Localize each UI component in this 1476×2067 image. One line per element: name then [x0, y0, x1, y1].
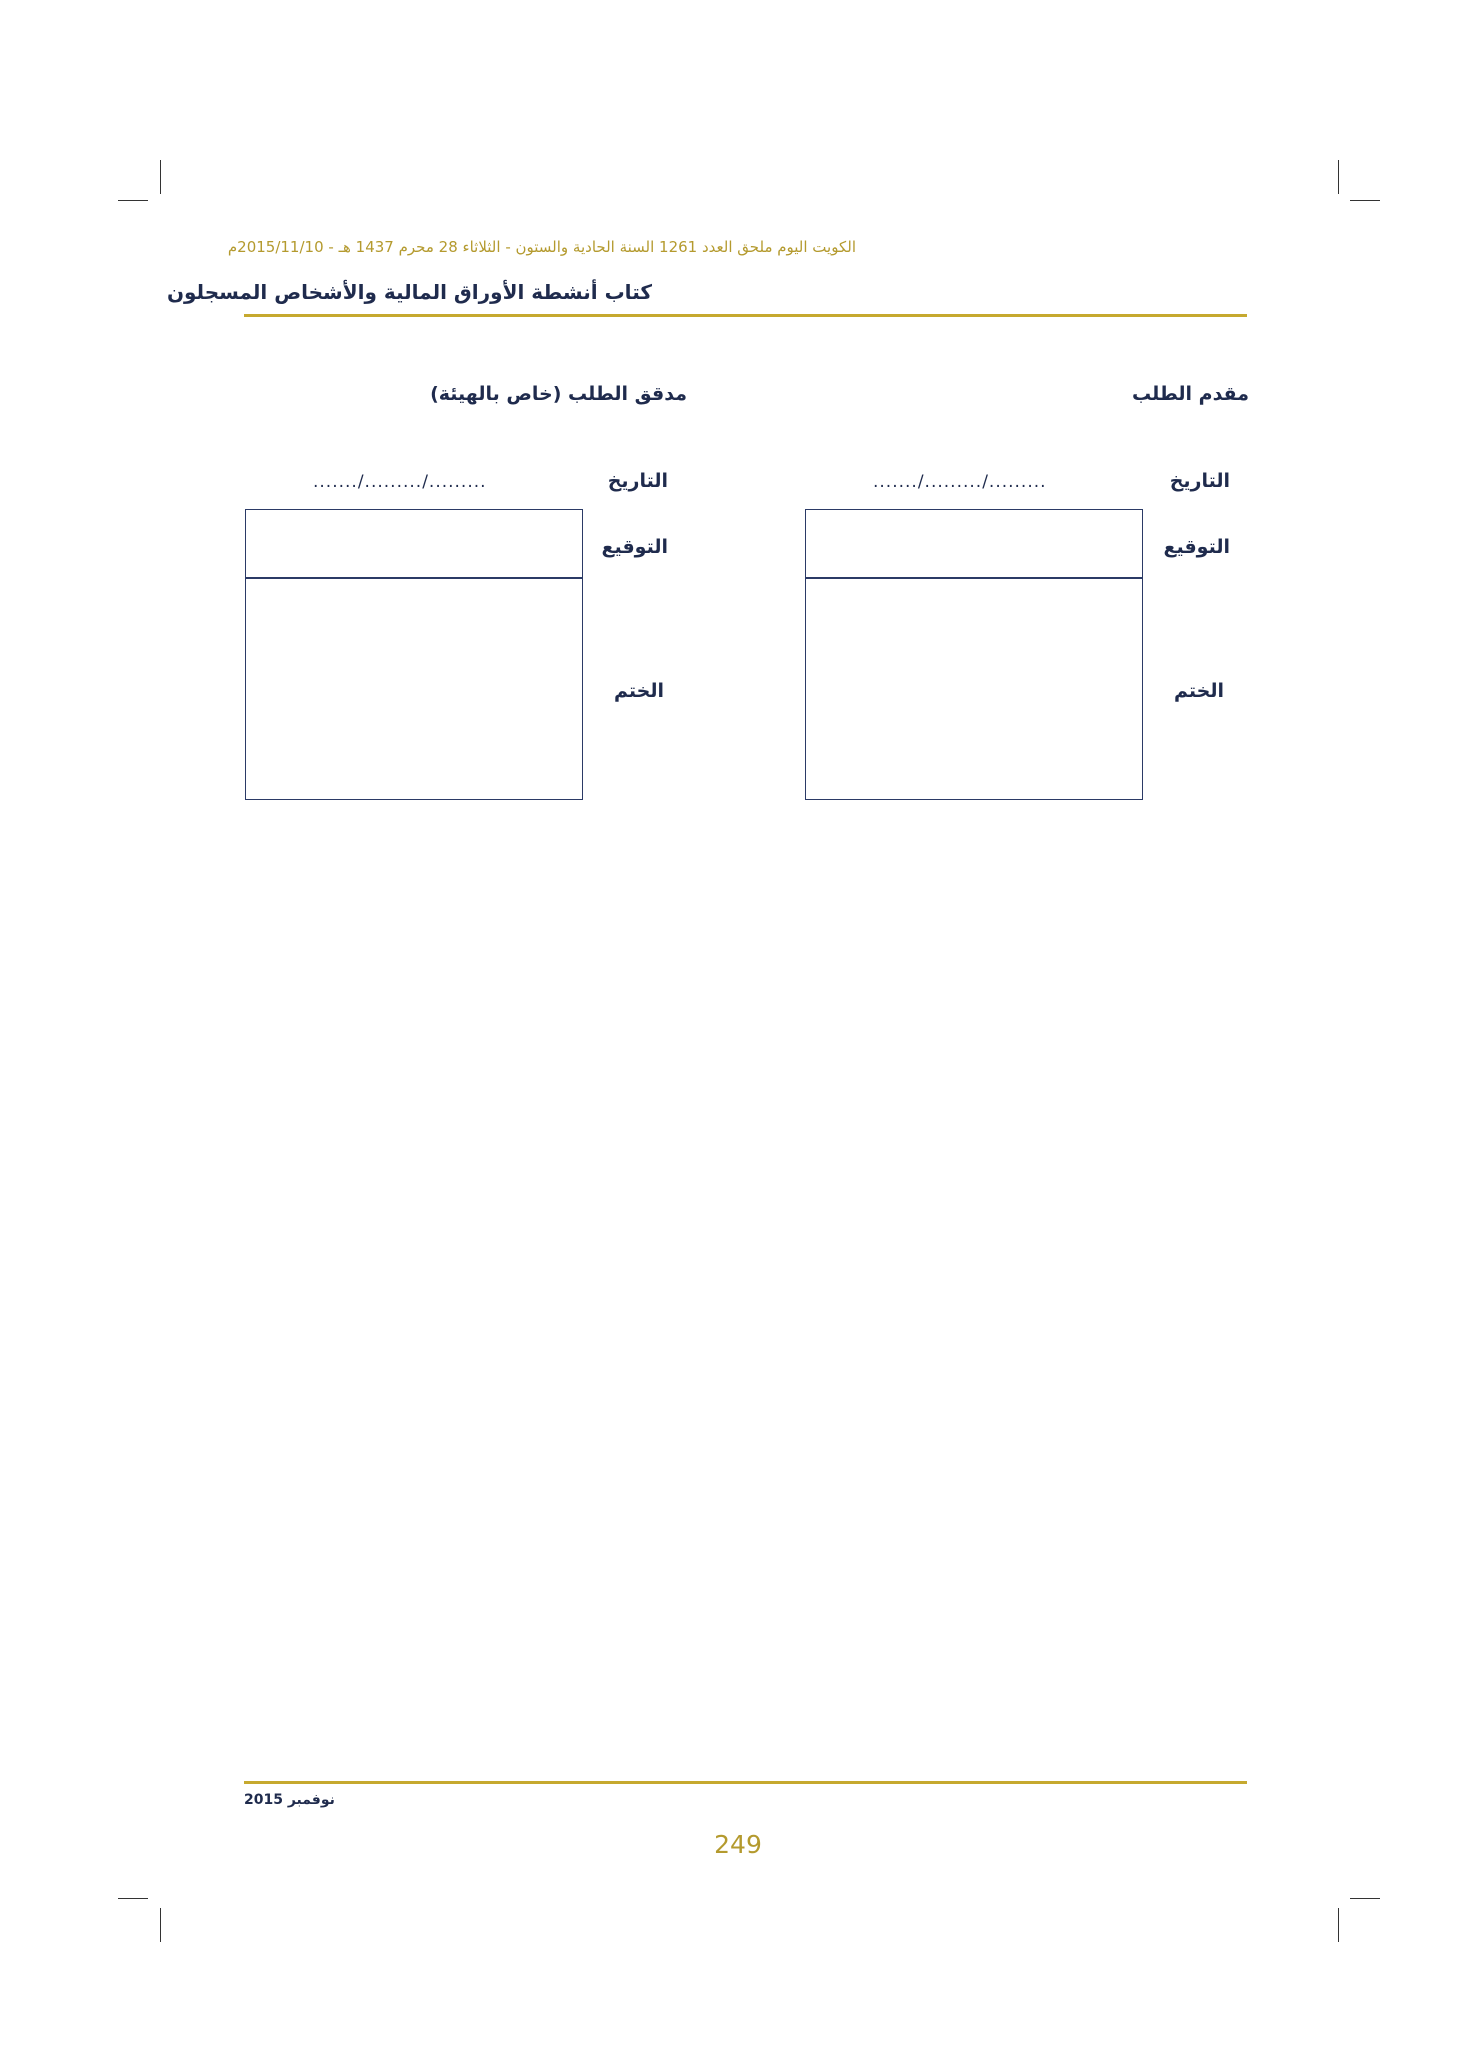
reviewer-signature-label: التوقيع: [601, 536, 668, 558]
crop-mark: [1350, 1898, 1380, 1899]
applicant-date-field[interactable]: ......./........./.........: [873, 472, 1047, 492]
gazette-header-meta: الكويت اليوم ملحق العدد 1261 السنة الحادية والستون - الثلاثاء 28 محرم 1437 هـ - 2015/11/10م: [227, 238, 856, 256]
applicant-signature-box[interactable]: [805, 509, 1143, 579]
applicant-stamp-box[interactable]: [805, 577, 1143, 800]
footer-rule: [244, 1781, 1247, 1784]
applicant-date-label: التاريخ: [1169, 470, 1230, 492]
reviewer-signature-box[interactable]: [245, 509, 583, 579]
document-title: كتاب أنشطة الأوراق المالية والأشخاص المسجلون: [166, 280, 652, 304]
reviewer-stamp-label: الختم: [614, 680, 664, 702]
crop-mark: [1338, 160, 1339, 194]
applicant-signature-label: التوقيع: [1163, 536, 1230, 558]
reviewer-date-field[interactable]: ......./........./.........: [313, 472, 487, 492]
reviewer-date-label: التاريخ: [607, 470, 668, 492]
crop-mark: [1338, 1908, 1339, 1942]
crop-mark: [160, 160, 161, 194]
applicant-heading: مقدم الطلب: [1132, 383, 1249, 405]
reviewer-stamp-box[interactable]: [245, 577, 583, 800]
crop-mark: [1350, 200, 1380, 201]
crop-mark: [118, 1898, 148, 1899]
crop-mark: [160, 1908, 161, 1942]
reviewer-heading: مدقق الطلب (خاص بالهيئة): [430, 383, 687, 405]
applicant-stamp-label: الختم: [1174, 680, 1224, 702]
crop-mark: [118, 200, 148, 201]
header-rule: [244, 314, 1247, 317]
footer-date: نوفمبر 2015: [244, 1792, 335, 1808]
page-number: 249: [714, 1830, 762, 1859]
